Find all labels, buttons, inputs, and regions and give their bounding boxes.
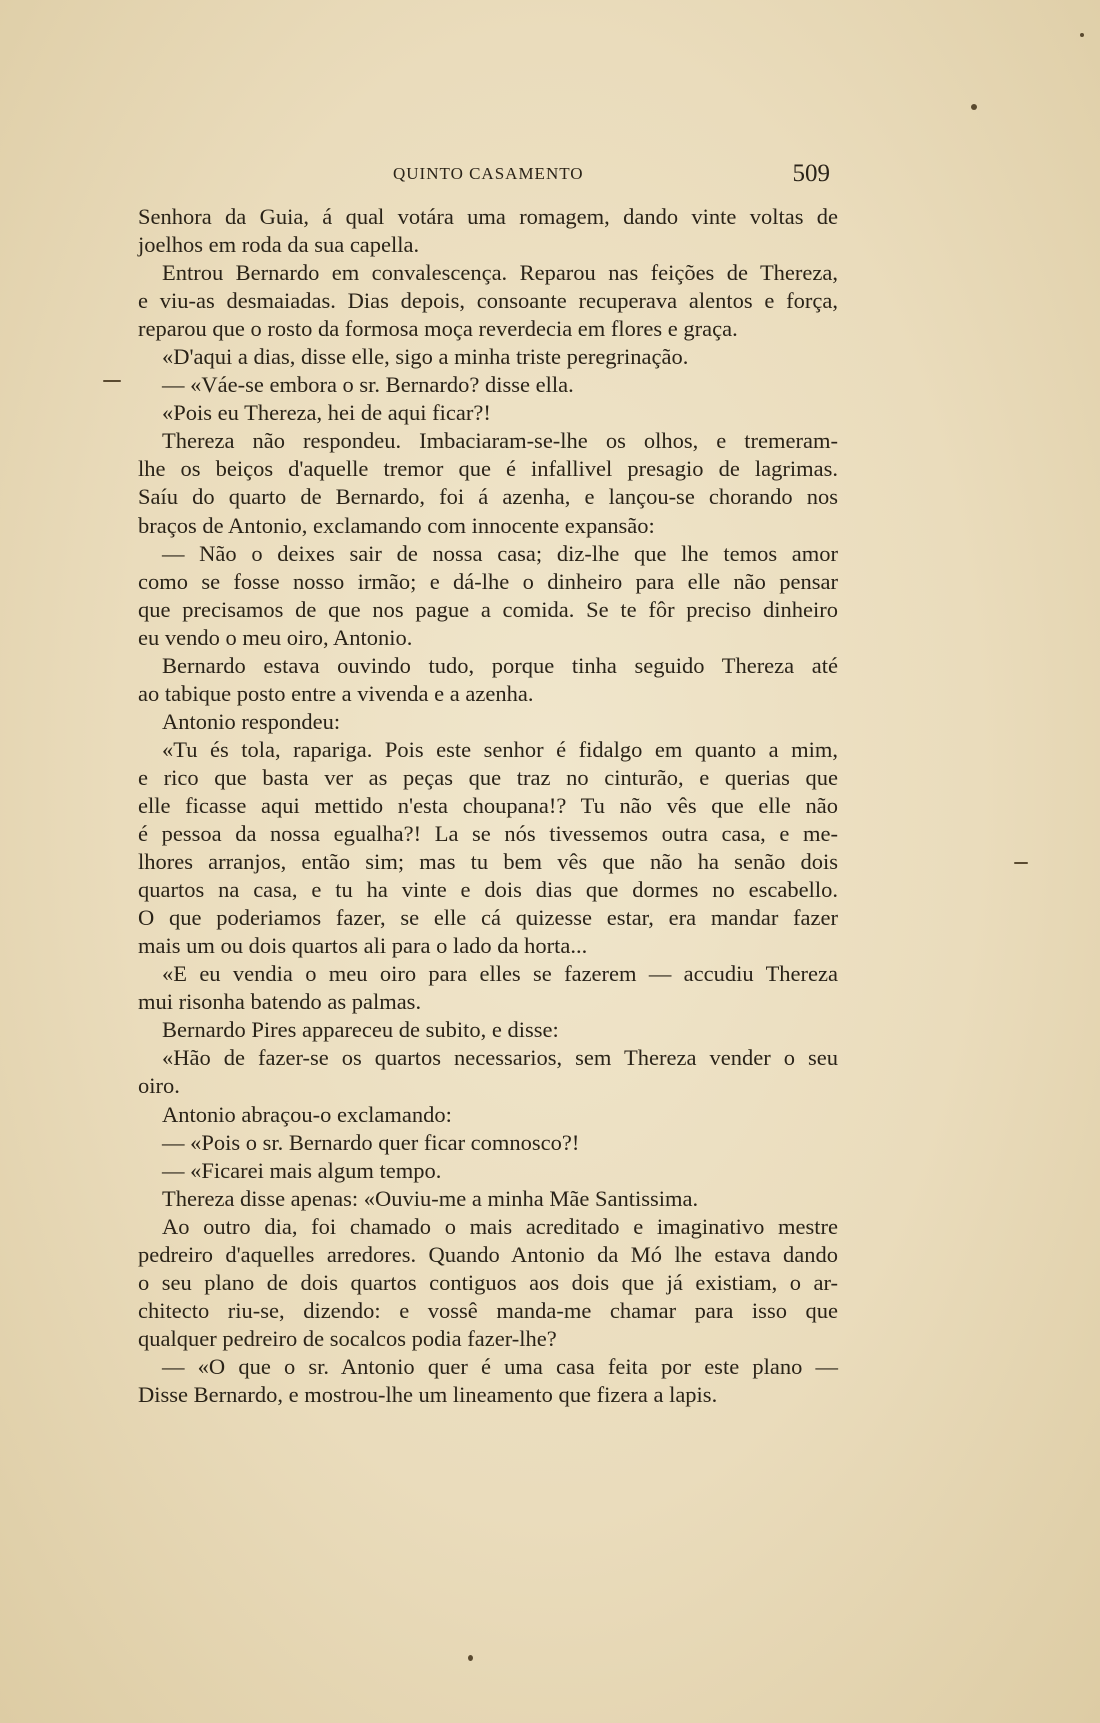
text-line: qualquer pedreiro de socalcos podia fazer-lhe? — [138, 1325, 557, 1351]
text-line: Disse Bernardo, e mostrou-lhe um lineamento que fizera a lapis. — [138, 1381, 718, 1407]
text-line: «D'aqui a dias, disse elle, sigo a minha triste peregrinação. — [162, 344, 689, 370]
text-line: Thereza disse apenas: «Ouviu-me a minha Mãe Santissima. — [162, 1185, 699, 1211]
text-line: «Pois eu Thereza, hei de aqui ficar?! — [162, 400, 491, 426]
text-line: reparou que o rosto da formosa moça reverdecia em flores e graça. — [138, 316, 738, 342]
page-number: 509 — [792, 160, 830, 187]
text-line: Ao outro dia, foi chamado o mais acreditado e imaginativo mestre — [162, 1213, 838, 1239]
text-line: — «Váe-se embora o sr. Bernardo? disse ella. — [162, 372, 574, 398]
text-line: Antonio abraçou-o exclamando: — [162, 1101, 452, 1127]
text-line: mais um ou dois quartos ali para o lado da horta... — [138, 933, 588, 959]
text-line: joelhos em roda da sua capella. — [138, 232, 420, 258]
text-line: Bernardo Pires appareceu de subito, e disse: — [162, 1017, 559, 1043]
text-line: e viu-as desmaiadas. Dias depois, consoante recuperava alentos e força, — [138, 288, 838, 314]
paper-speck — [1014, 862, 1028, 864]
text-line: «E eu vendia o meu oiro para elles se fazerem — accudiu Thereza — [162, 961, 838, 987]
text-line: que precisamos de que nos pague a comida. Se te fôr preciso dinheiro — [138, 596, 838, 622]
text-line: ao tabique posto entre a vivenda e a azenha. — [138, 680, 534, 706]
text-line: Antonio respondeu: — [162, 708, 341, 734]
text-line: lhores arranjos, então sim; mas tu bem vês que não ha senão dois — [138, 849, 838, 875]
text-line: lhe os beiços d'aquelle tremor que é infallivel presagio de lagrimas. — [138, 456, 838, 482]
text-line: o seu plano de dois quartos contiguos aos dois que já existiam, o ar- — [138, 1269, 838, 1295]
text-line: é pessoa da nossa egualha?! La se nós tivessemos outra casa, e me- — [138, 821, 838, 847]
text-line: Thereza não respondeu. Imbaciaram-se-lhe os olhos, e tremeram- — [162, 428, 838, 454]
text-line: mui risonha batendo as palmas. — [138, 989, 422, 1015]
text-line: Saíu do quarto de Bernardo, foi á azenha, e lançou-se chorando nos — [138, 484, 838, 510]
text-line: Entrou Bernardo em convalescença. Reparou nas feições de Thereza, — [162, 260, 838, 286]
text-line: oiro. — [138, 1073, 180, 1099]
text-line: Bernardo estava ouvindo tudo, porque tinha seguido Thereza até — [162, 652, 838, 678]
text-line: pedreiro d'aquelles arredores. Quando Antonio da Mó lhe estava dando — [138, 1241, 838, 1267]
text-line: chitecto riu-se, dizendo: e vossê manda-me chamar para isso que — [138, 1297, 838, 1323]
text-line: elle ficasse aqui mettido n'esta choupana!? Tu não vês que elle não — [138, 792, 838, 818]
text-line: «Hão de fazer-se os quartos necessarios, sem Thereza vender o seu — [162, 1045, 838, 1071]
paper-speck — [1080, 33, 1084, 37]
paper-speck — [103, 380, 121, 382]
text-line: braços de Antonio, exclamando com innocente expansão: — [138, 512, 655, 538]
text-line: como se fosse nosso irmão; e dá-lhe o dinheiro para elle não pensar — [138, 568, 838, 594]
paper-speck — [971, 104, 977, 110]
text-line: quartos na casa, e tu ha vinte e dois dias que dormes no escabello. — [138, 877, 838, 903]
text-line: O que poderiamos fazer, se elle cá quizesse estar, era mandar fazer — [138, 905, 838, 931]
paper-speck — [468, 1655, 473, 1661]
text-line: — «Ficarei mais algum tempo. — [162, 1157, 442, 1183]
body-text — [138, 203, 838, 1409]
running-title: QUINTO CASAMENTO — [393, 164, 584, 183]
text-line: — Não o deixes sair de nossa casa; diz-lhe que lhe temos amor — [162, 540, 838, 566]
text-line: e rico que basta ver as peças que traz no cinturão, e querias que — [138, 764, 838, 790]
text-line: eu vendo o meu oiro, Antonio. — [138, 624, 413, 650]
text-line: — «Pois o sr. Bernardo quer ficar comnosco?! — [162, 1129, 580, 1155]
text-line: «Tu és tola, rapariga. Pois este senhor é fidalgo em quanto a mim, — [162, 736, 838, 762]
text-line: — «O que o sr. Antonio quer é uma casa feita por este plano — — [162, 1353, 838, 1379]
running-head — [138, 160, 838, 190]
text-line: Senhora da Guia, á qual votára uma romagem, dando vinte voltas de — [138, 204, 838, 229]
